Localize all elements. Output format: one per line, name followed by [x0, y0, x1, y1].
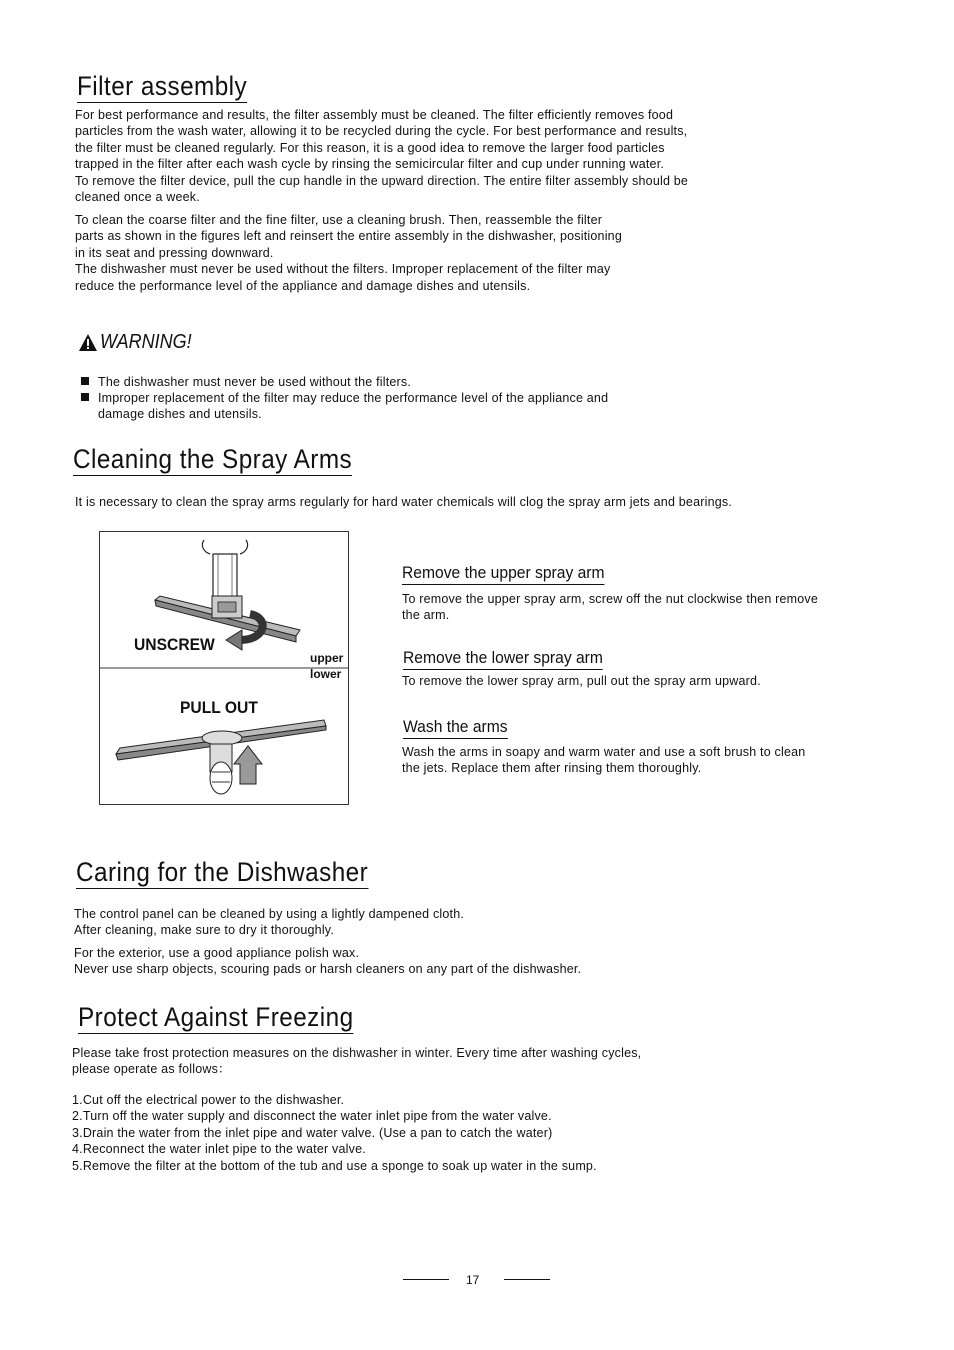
- caring-paragraph-2: [74, 945, 581, 978]
- text-line: parts as shown in the figures left and reinsert the entire assembly in the dishwasher, positioning: [75, 229, 622, 244]
- text-line: To clean the coarse filter and the fine filter, use a cleaning brush. Then, reassemble the filter: [75, 213, 603, 227]
- text-line: Never use sharp objects, scouring pads or harsh cleaners on any part of the dishwasher.: [74, 962, 582, 977]
- upper-label: upper: [310, 651, 344, 665]
- text-line: the jets. Replace them after rinsing them thoroughly.: [402, 761, 702, 776]
- list-item: 4.Reconnect the water inlet pipe to the water valve.: [72, 1142, 366, 1157]
- spray-title: Cleaning the Spray Arms: [73, 444, 353, 474]
- freeze-intro: [72, 1045, 641, 1078]
- lower-arm-title: Remove the lower spray arm: [403, 648, 603, 670]
- pull-out-label: PULL OUT: [180, 698, 258, 717]
- unscrew-label: UNSCREW: [134, 635, 215, 654]
- text-line: Please take frost protection measures on the dishwasher in winter. Every time after washing cycles,: [72, 1046, 642, 1060]
- list-item: 3.Drain the water from the inlet pipe and water valve. (Use a pan to catch the water): [72, 1125, 553, 1140]
- warning-item-2: Improper replacement of the filter may reduce the performance level of the appliance and: [98, 391, 609, 405]
- upper-arm-title: Remove the upper spray arm: [402, 563, 605, 585]
- spray-arm-figure: [99, 531, 349, 805]
- bullet-icon: [81, 393, 89, 401]
- filter-title: Filter assembly: [77, 71, 248, 101]
- text-line: the arm.: [402, 608, 450, 623]
- page-number-rule-right: [504, 1279, 550, 1280]
- bullet-icon: [81, 377, 89, 385]
- text-line: Wash the arms in soapy and warm water and use a soft brush to clean: [402, 745, 806, 759]
- text-line: particles from the wash water, allowing it to be recycled during the cycle. For best performance and results,: [75, 124, 688, 139]
- warning-triangle-icon: [78, 333, 98, 353]
- text-line: The dishwasher must never be used without the filters. Improper replacement of the filter may: [75, 262, 611, 277]
- text-line: The control panel can be cleaned by using a lightly dampened cloth.: [74, 907, 465, 921]
- list-item: 1.Cut off the electrical power to the dishwasher.: [72, 1093, 345, 1107]
- text-line: please operate as follows：: [72, 1062, 231, 1077]
- upper-arm-text: [402, 591, 818, 624]
- text-line: To remove the filter device, pull the cup handle in the upward direction. The entire filter assembly should be: [75, 173, 689, 188]
- text-line: trapped in the filter after each wash cycle by rinsing the semicircular filter and cup under running water.: [75, 157, 665, 172]
- lower-arm-text: To remove the lower spray arm, pull out the spray arm upward.: [402, 674, 761, 688]
- text-line: reduce the performance level of the appliance and damage dishes and utensils.: [75, 278, 531, 293]
- warning-item-2-cont: damage dishes and utensils.: [98, 407, 262, 421]
- text-line: cleaned once a week.: [75, 190, 200, 205]
- warning-item-1: The dishwasher must never be used without the filters.: [98, 375, 412, 389]
- filter-paragraph-1: [75, 107, 688, 205]
- lower-label: lower: [310, 667, 342, 681]
- caring-title: Caring for the Dishwasher: [76, 857, 369, 887]
- text-line: For the exterior, use a good appliance polish wax.: [74, 946, 360, 960]
- caring-paragraph-1: [74, 906, 464, 939]
- text-line: After cleaning, make sure to dry it thoroughly.: [74, 923, 334, 938]
- warning-label: WARNING!: [100, 331, 192, 353]
- text-line: the filter must be cleaned regularly. For this reason, it is a good idea to remove the larger food particles: [75, 140, 665, 155]
- list-item: 5.Remove the filter at the bottom of the tub and use a sponge to soak up water in the sump.: [72, 1158, 597, 1173]
- freeze-steps: [72, 1092, 597, 1174]
- page-number: 17: [466, 1273, 480, 1287]
- text-line: in its seat and pressing downward.: [75, 245, 274, 260]
- text-line: To remove the upper spray arm, screw off the nut clockwise then remove: [402, 592, 819, 606]
- wash-arms-text: [402, 744, 805, 777]
- list-item: 2.Turn off the water supply and disconnect the water inlet pipe from the water valve.: [72, 1109, 552, 1124]
- spray-intro: It is necessary to clean the spray arms regularly for hard water chemicals will clog the spray arm jets and bearings.: [75, 495, 732, 509]
- freeze-title: Protect Against Freezing: [78, 1002, 354, 1032]
- page-number-rule-left: [403, 1279, 449, 1280]
- text-line: For best performance and results, the filter assembly must be cleaned. The filter efficiently removes food: [75, 108, 674, 122]
- filter-paragraph-2: [75, 212, 622, 294]
- wash-arms-title: Wash the arms: [403, 717, 508, 739]
